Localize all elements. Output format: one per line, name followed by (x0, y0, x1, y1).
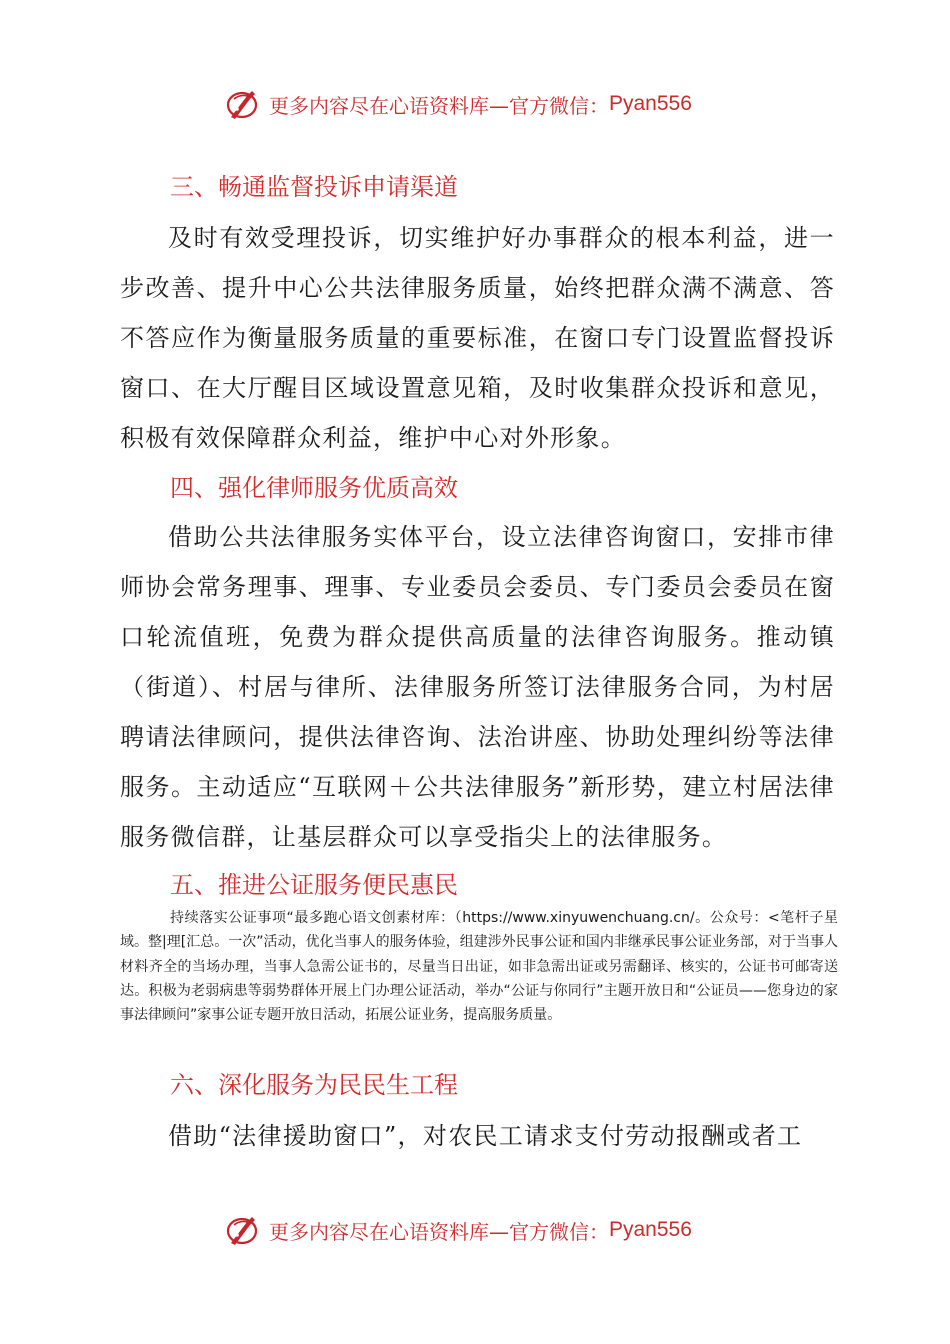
section-heading: 六、深化服务为民民生工程 (170, 1071, 458, 1099)
banner-wechat-id: Pyan556 (609, 92, 692, 115)
banner-wechat-label: 官方微信： (509, 93, 609, 118)
banner-wechat-label: 官方微信： (509, 1219, 609, 1244)
section-heading: 四、强化律师服务优质高效 (170, 474, 458, 502)
pen-logo-icon (225, 1213, 263, 1247)
banner-wechat-id: Pyan556 (609, 1218, 692, 1241)
banner-main-text: 更多内容尽在心语资料库— (269, 1219, 509, 1244)
section-paragraph: 借助公共法律服务实体平台，设立法律咨询窗口，安排市律师协会常务理事、理事、专业委员会委员、专门委员会委员在窗口轮流值班，免费为群众提供高质量的法律咨询服务。推动镇（街道）、村居与律所、法律服务所签订法律服务合同，为村居聘请法律顾问，提供法律咨询、法治讲座、协助处理纠纷等法律服务。主动适应“互联网＋公共法律服务”新形势，建立村居法律服务微信群，让基层群众可以享受指尖上的法律服务。 (120, 523, 835, 851)
footer-banner (225, 1212, 745, 1248)
header-banner (225, 86, 745, 122)
section-paragraph: 及时有效受理投诉，切实维护好办事群众的根本利益，进一步改善、提升中心公共法律服务质量，始终把群众满不满意、答不答应作为衡量服务质量的重要标准，在窗口专门设置监督投诉窗口、在大厅醒目区域设置意见箱，及时收集群众投诉和意见，积极有效保障群众利益，维护中心对外形象。 (120, 224, 835, 452)
section-paragraph-small: 持续落实公证事项“最多跑心语文创素材库：（https://www.xinyuwenchuang.cn/。公众号：<笔杆子星域。整|理[汇总。一次”活动，优化当事人的服务体验，组建涉外民事公证和国内非继承民事公证业务部，对于当事人材料齐全的当场办理，当事人急需公证书的，尽量当日出证，如非急需出证或另需翻译、核实的，公证书可邮寄送达。积极为老弱病患等弱势群体开展上门办理公证活动，举办“公证与你同行”主题开放日和“公证员——您身边的家事法律顾问”家事公证专题开放日活动，拓展公证业务，提高服务质量。 (120, 910, 838, 1024)
section-paragraph: 借助“法律援助窗口”，对农民工请求支付劳动报酬或者工 (168, 1122, 803, 1150)
banner-main-text: 更多内容尽在心语资料库— (269, 93, 509, 118)
section-heading: 五、推进公证服务便民惠民 (170, 871, 458, 899)
pen-logo-icon (225, 87, 263, 121)
section-heading: 三、畅通监督投诉申请渠道 (170, 173, 458, 201)
